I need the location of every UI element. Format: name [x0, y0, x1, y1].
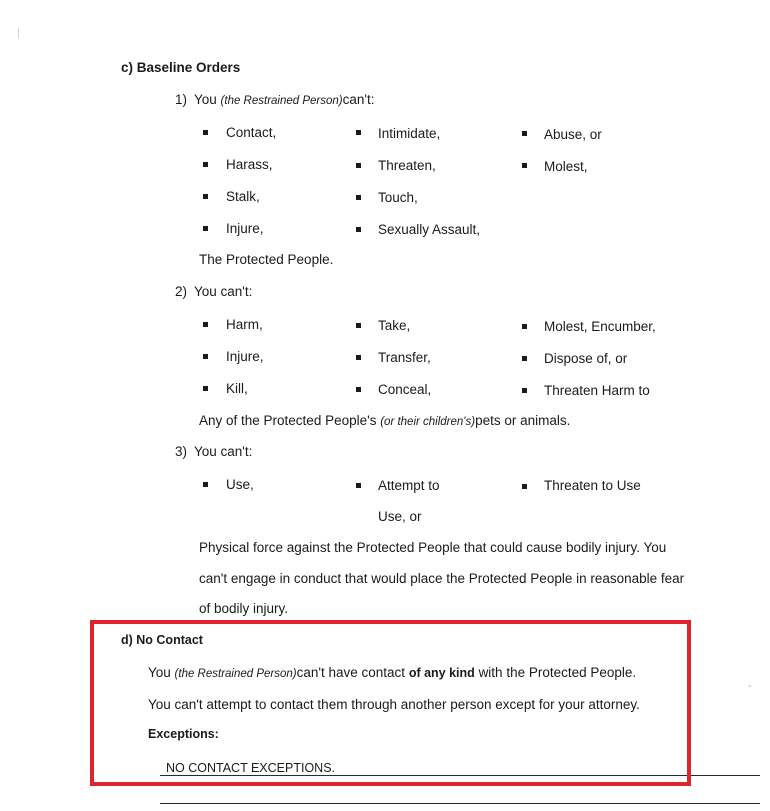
bullet-icon: [203, 482, 208, 487]
item-1-lead: [194, 92, 375, 107]
section-d-line-2: You can't attempt to contact them through another person except for your attorney.: [148, 697, 640, 712]
item-2-col2-2: Conceal,: [378, 382, 432, 397]
section-d-line-1-aside: (the Restrained Person): [174, 668, 297, 680]
item-3-para-line-2: can't engage in conduct that would place the Protected People in reasonable fear: [199, 571, 685, 586]
exceptions-value: NO CONTACT EXCEPTIONS.: [166, 761, 336, 775]
item-2-col1-0: Harm,: [226, 317, 263, 332]
item-2-closing: [199, 413, 570, 428]
item-1-col2-3: Sexually Assault,: [378, 222, 481, 237]
section-d-line-1-c: with the Protected People.: [478, 665, 637, 680]
item-2-col3-2: Threaten Harm to: [544, 383, 650, 398]
section-d-heading: d) No Contact: [121, 633, 203, 647]
item-3-para-line-3: of bodily injury.: [199, 601, 289, 616]
item-1-col1-1: Harass,: [226, 157, 273, 172]
section-d-line-1-b: can't have contact: [296, 665, 406, 680]
bullet-icon: [522, 324, 527, 329]
item-1-lead-text: You: [194, 92, 217, 107]
item-1-aside: (the Restrained Person): [220, 95, 343, 107]
bullet-icon: [356, 355, 361, 360]
item-3-col2-1: Use, or: [378, 509, 422, 524]
bullet-icon: [203, 322, 208, 327]
item-3-col1-0: Use,: [226, 477, 254, 492]
bullet-icon: [356, 227, 361, 232]
item-3-number: 3): [175, 444, 188, 459]
item-1-col3-0: Abuse, or: [544, 127, 602, 142]
bullet-icon: [203, 130, 208, 135]
bullet-icon: [203, 354, 208, 359]
bullet-icon: [522, 356, 527, 361]
section-d-line-1: [148, 665, 636, 680]
item-3-col2-0: Attempt to: [378, 478, 440, 493]
item-2-col2-1: Transfer,: [378, 350, 431, 365]
bullet-icon: [356, 163, 361, 168]
exceptions-label: Exceptions:: [148, 727, 219, 741]
bullet-icon: [522, 388, 527, 393]
item-2-col1-1: Injure,: [226, 349, 264, 364]
section-c-heading: c) Baseline Orders: [121, 60, 241, 75]
item-1-number: 1): [175, 92, 188, 107]
item-2-closing-a: Any of the Protected People's: [199, 413, 377, 428]
scan-speck-icon: [18, 28, 19, 38]
item-1-col3-1: Molest,: [544, 159, 588, 174]
exceptions-rule-line-1: [160, 775, 760, 776]
bullet-icon: [522, 131, 527, 136]
item-1-tail: can't:: [342, 92, 375, 107]
section-d-line-1-emphasis: of any kind: [408, 666, 475, 680]
bullet-icon: [203, 162, 208, 167]
scan-mark-icon: ‐: [748, 681, 752, 692]
item-1-col2-1: Threaten,: [378, 158, 436, 173]
item-3-para-line-1: Physical force against the Protected People that could cause bodily injury. You: [199, 540, 667, 555]
item-3-lead: You can't:: [194, 444, 253, 459]
section-d-line-1-a: You: [148, 665, 171, 680]
bullet-icon: [356, 195, 361, 200]
item-1-closing: The Protected People.: [199, 252, 334, 267]
item-1-col2-0: Intimidate,: [378, 126, 441, 141]
item-2-col2-0: Take,: [378, 318, 411, 333]
bullet-icon: [356, 483, 361, 488]
exceptions-rule-line-2: [160, 803, 760, 804]
item-1-col2-2: Touch,: [378, 190, 418, 205]
item-2-closing-b: pets or animals.: [475, 413, 571, 428]
bullet-icon: [356, 323, 361, 328]
item-2-col3-1: Dispose of, or: [544, 351, 628, 366]
item-2-lead: You can't:: [194, 284, 253, 299]
item-3-col3-0: Threaten to Use: [544, 478, 641, 493]
item-2-col3-0: Molest, Encumber,: [544, 319, 656, 334]
item-1-col1-0: Contact,: [226, 125, 277, 140]
bullet-icon: [203, 194, 208, 199]
item-2-closing-aside: (or their children's): [380, 416, 476, 428]
bullet-icon: [522, 163, 527, 168]
bullet-icon: [356, 130, 361, 135]
bullet-icon: [522, 484, 527, 489]
bullet-icon: [356, 387, 361, 392]
item-1-col1-3: Injure,: [226, 221, 264, 236]
item-2-number: 2): [175, 284, 188, 299]
bullet-icon: [203, 226, 208, 231]
item-2-col1-2: Kill,: [226, 381, 248, 396]
item-1-col1-2: Stalk,: [226, 189, 260, 204]
bullet-icon: [203, 386, 208, 391]
